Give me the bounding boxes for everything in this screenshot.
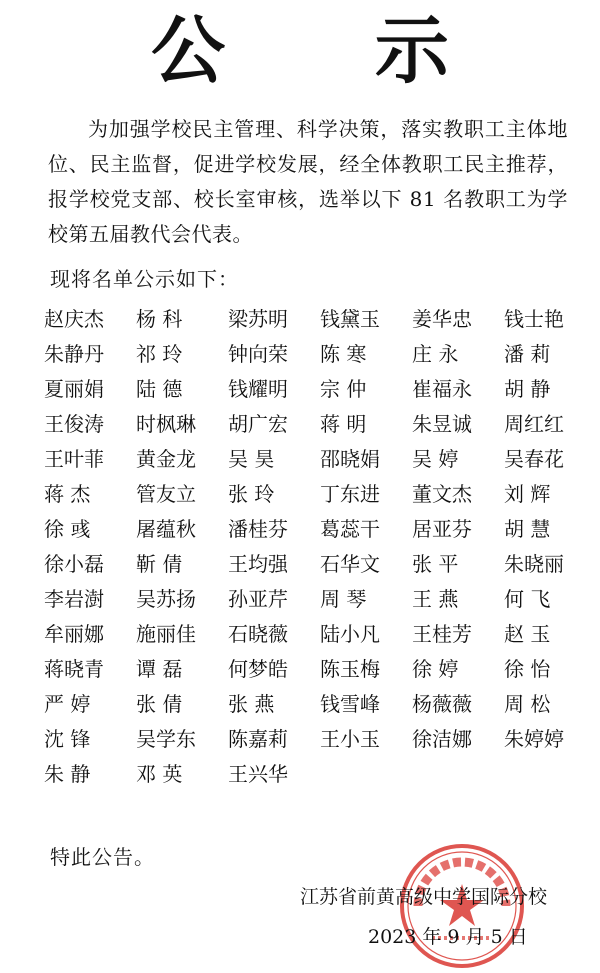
name-list-item: 王桂芳	[412, 622, 472, 646]
name-list-item: 张 玲	[228, 482, 275, 506]
name-list-item: 周 松	[504, 692, 551, 716]
name-list-item: 王兴华	[228, 762, 288, 786]
notice-date: 2023 年 9 月 5 日	[368, 926, 528, 948]
name-list-item: 宗 仲	[320, 377, 367, 401]
name-list-item: 吴学东	[136, 727, 196, 751]
name-list-item: 胡 慧	[504, 517, 551, 541]
name-list-item: 庄 永	[412, 342, 459, 366]
name-list-item: 钱耀明	[228, 377, 288, 401]
name-list-item: 夏丽娟	[44, 377, 104, 401]
name-list-item: 邵晓娟	[320, 447, 380, 471]
name-list-item: 蒋 明	[320, 412, 367, 436]
name-list-item: 徐小磊	[44, 552, 104, 576]
name-list-item: 吴 婷	[412, 447, 459, 471]
name-list-item: 陈玉梅	[320, 657, 380, 681]
name-list-item: 谭 磊	[136, 657, 183, 681]
name-list-item: 靳 倩	[136, 552, 183, 576]
name-list-item: 姜华忠	[412, 307, 472, 331]
name-list-item: 黄金龙	[136, 447, 196, 471]
name-list-item: 朱昱诚	[412, 412, 472, 436]
name-list-item: 管友立	[136, 482, 196, 506]
name-list-item: 陈嘉莉	[228, 727, 288, 751]
name-list-item: 吴 昊	[228, 447, 275, 471]
name-list-item: 钱黛玉	[320, 307, 380, 331]
name-list-item: 周红红	[504, 412, 564, 436]
name-list-item: 陆 德	[136, 377, 183, 401]
name-list-item: 牟丽娜	[44, 622, 104, 646]
name-list-item: 王小玉	[320, 727, 380, 751]
name-list-item: 徐 婷	[412, 657, 459, 681]
name-list-item: 丁东进	[320, 482, 380, 506]
name-list-item: 王 燕	[412, 587, 459, 611]
name-list-item: 祁 玲	[136, 342, 183, 366]
name-list-item: 张 燕	[228, 692, 275, 716]
name-list-item: 徐洁娜	[412, 727, 472, 751]
name-list-item: 胡 静	[504, 377, 551, 401]
name-list-item: 孙亚芹	[228, 587, 288, 611]
name-list-item: 施丽佳	[136, 622, 196, 646]
intro-paragraph: 为加强学校民主管理、科学决策，落实教职工主体地位、民主监督，促进学校发展，经全体教职工民主推荐，报学校党支部、校长室审核，选举以下 81 名教职工为学校第五届教代会代表。	[48, 117, 568, 246]
notice-title: 公 示	[151, 8, 511, 94]
name-list	[44, 302, 584, 792]
name-list-item: 蒋 杰	[44, 482, 91, 506]
name-list-item: 杨薇薇	[412, 692, 472, 716]
name-list-item: 钟向荣	[228, 342, 288, 366]
name-list-item: 严 婷	[44, 692, 91, 716]
name-list-item: 胡广宏	[228, 412, 288, 436]
closing-text: 特此公告。	[50, 845, 155, 869]
name-list-item: 邓 英	[136, 762, 183, 786]
name-list-item: 何 飞	[504, 587, 551, 611]
name-list-item: 徐 彧	[44, 517, 91, 541]
name-list-item: 时枫琳	[136, 412, 196, 436]
name-list-item: 石华文	[320, 552, 380, 576]
name-list-item: 屠蕴秋	[136, 517, 196, 541]
name-list-item: 钱雪峰	[320, 692, 380, 716]
name-list-item: 王叶菲	[44, 447, 104, 471]
name-list-item: 石晓薇	[228, 622, 288, 646]
name-list-item: 陈 寒	[320, 342, 367, 366]
name-list-item: 吴苏扬	[136, 587, 196, 611]
name-list-item: 周 琴	[320, 587, 367, 611]
name-list-item: 赵 玉	[504, 622, 551, 646]
list-intro: 现将名单公示如下：	[50, 267, 239, 291]
name-list-item: 朱晓丽	[504, 552, 564, 576]
name-list-item: 何梦皓	[228, 657, 288, 681]
school-name: 江苏省前黄高级中学国际分校	[300, 886, 548, 908]
name-list-item: 梁苏明	[228, 307, 288, 331]
name-list-item: 董文杰	[412, 482, 472, 506]
name-list-item: 朱静丹	[44, 342, 104, 366]
name-list-item: 王均强	[228, 552, 288, 576]
name-list-item: 赵庆杰	[44, 307, 104, 331]
name-list-item: 蒋晓青	[44, 657, 104, 681]
name-list-item: 潘桂芬	[228, 517, 288, 541]
name-list-item: 张 平	[412, 552, 459, 576]
name-list-item: 朱 静	[44, 762, 91, 786]
name-list-item: 杨 科	[136, 307, 183, 331]
name-list-item: 沈 锋	[44, 727, 91, 751]
name-list-item: 钱士艳	[504, 307, 564, 331]
name-list-item: 崔福永	[412, 377, 472, 401]
name-list-item: 李岩澍	[44, 587, 104, 611]
name-list-item: 居亚芬	[412, 517, 472, 541]
name-list-item: 刘 辉	[504, 482, 551, 506]
name-list-item: 朱婷婷	[504, 727, 564, 751]
name-list-item: 徐 怡	[504, 657, 551, 681]
name-list-item: 潘 莉	[504, 342, 551, 366]
name-list-item: 王俊涛	[44, 412, 104, 436]
name-list-item: 吴春花	[504, 447, 564, 471]
name-list-item: 陆小凡	[320, 622, 380, 646]
name-list-item: 张 倩	[136, 692, 183, 716]
name-list-item: 葛蕊干	[320, 517, 380, 541]
